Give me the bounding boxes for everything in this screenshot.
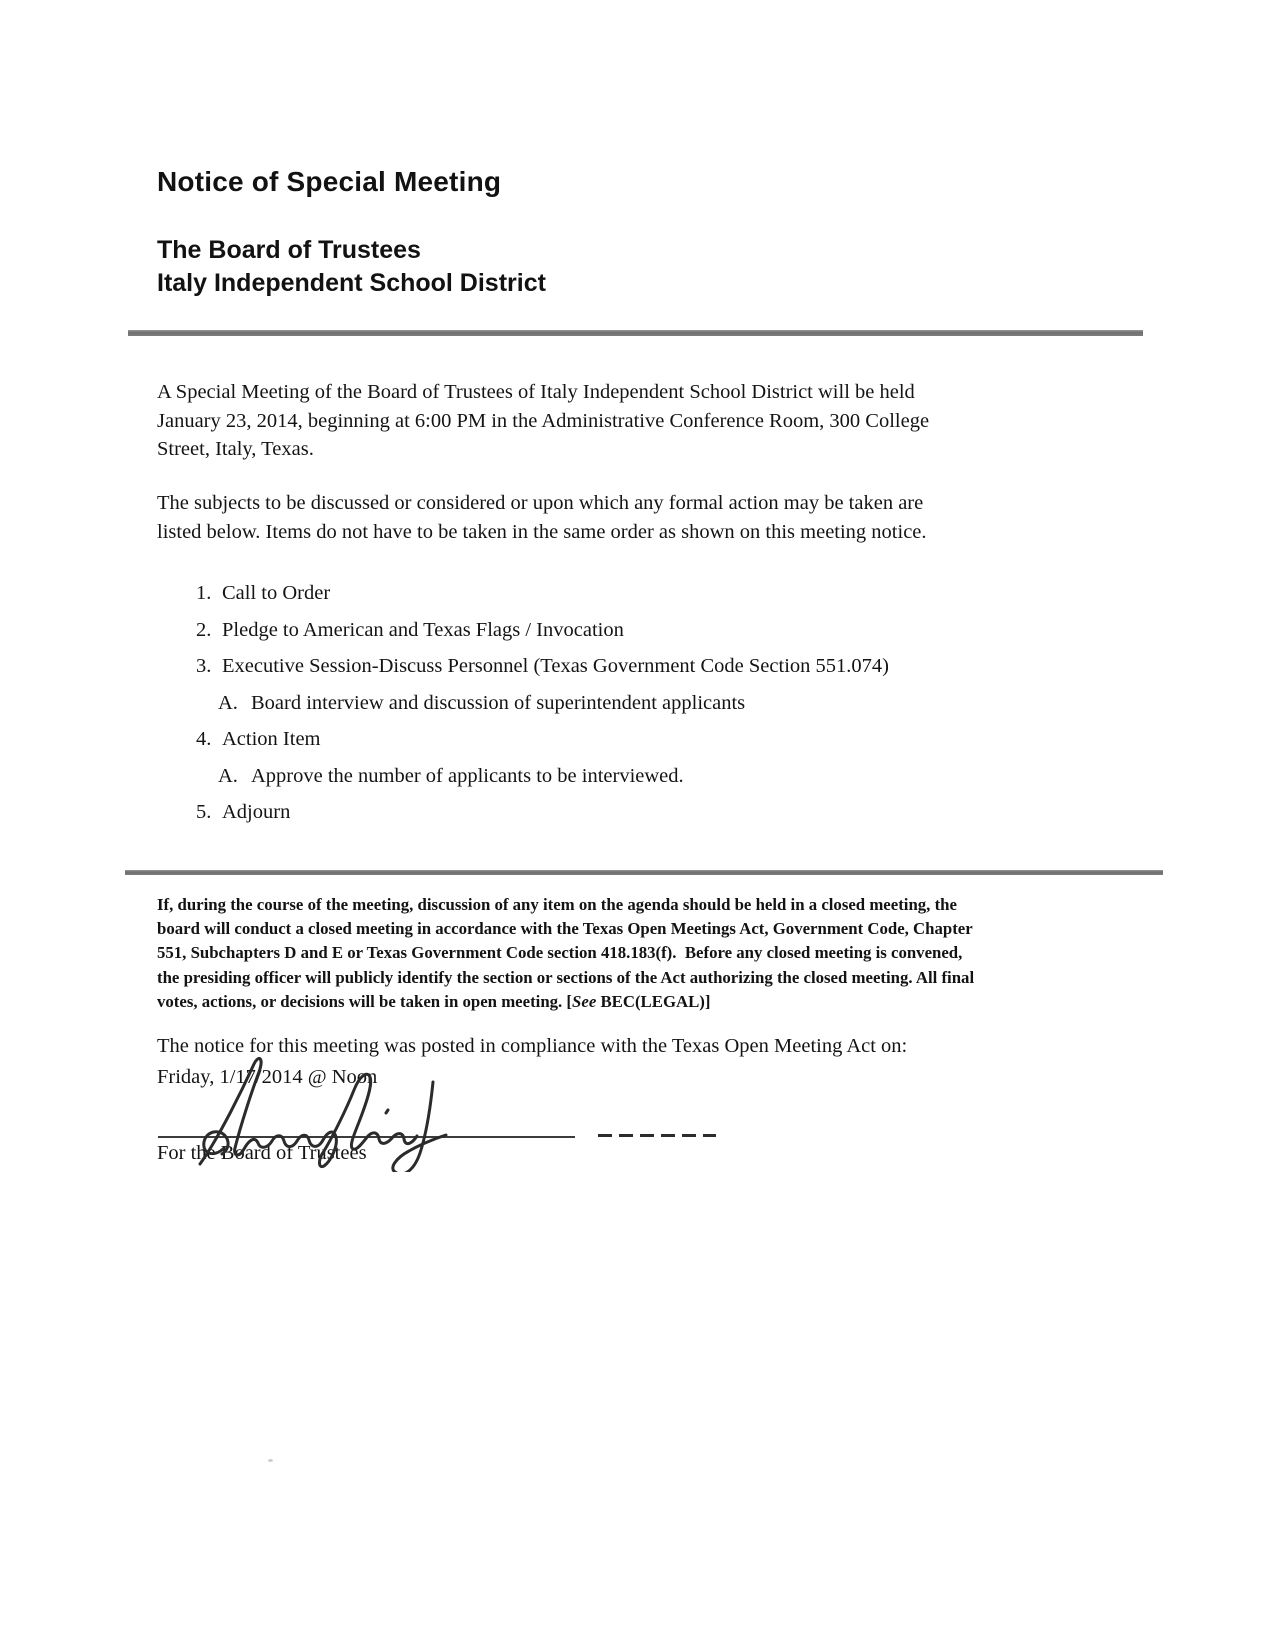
paragraph-line: January 23, 2014, beginning at 6:00 PM in the Administrative Conference Room, 300 College <box>157 409 930 432</box>
agenda-item-marker: 2. <box>196 618 212 641</box>
legal-line: the presiding officer will publicly identify the section or sections of the Act authorizing the closed meeting. All final <box>157 967 975 987</box>
paragraph-line: A Special Meeting of the Board of Trustees of Italy Independent School District will be held <box>157 381 915 403</box>
legal-line-last <box>157 990 974 1014</box>
closed-meeting-legal-notice <box>157 893 974 1014</box>
agenda-item-5 <box>157 800 889 824</box>
handwritten-signature <box>180 1052 480 1172</box>
agenda-item-text: Approve the number of applicants to be interviewed. <box>251 764 684 787</box>
agenda-item-text: Executive Session-Discuss Personnel (Texas Government Code Section 551.074) <box>222 655 889 677</box>
footer-divider-rule <box>125 870 1163 875</box>
meeting-details-paragraph <box>157 378 929 464</box>
agenda-item-4a <box>157 764 889 788</box>
agenda-item-1 <box>157 581 889 605</box>
agenda-item-marker: A. <box>218 691 238 714</box>
org-name-line2: Italy Independent School District <box>157 269 546 297</box>
legal-text: BEC(LEGAL)] <box>596 991 711 1011</box>
paragraph-line: The subjects to be discussed or considered or upon which any formal action may be taken are <box>157 492 924 514</box>
paragraph-line: listed below. Items do not have to be taken in the same order as shown on this meeting notice. <box>157 520 927 543</box>
header-divider-rule <box>128 330 1143 336</box>
posting-line2: Friday, 1/17/2014 @ Noon <box>157 1066 378 1088</box>
scan-artifact-speck <box>268 1459 273 1462</box>
agenda-item-text: Board interview and discussion of superintendent applicants <box>251 691 746 714</box>
agenda-item-text: Action Item <box>222 728 321 750</box>
agenda-item-3 <box>157 654 889 678</box>
agenda-item-3a <box>157 691 889 715</box>
page-title: Notice of Special Meeting <box>157 166 502 197</box>
agenda-item-text: Pledge to American and Texas Flags / Invocation <box>222 618 624 641</box>
agenda-item-text: Adjourn <box>222 801 291 823</box>
agenda-item-text: Call to Order <box>222 582 331 604</box>
paragraph-line: Street, Italy, Texas. <box>157 438 314 460</box>
posting-line1: The notice for this meeting was posted in compliance with the Texas Open Meeting Act on: <box>157 1035 908 1057</box>
agenda-item-4 <box>157 727 889 751</box>
agenda-item-marker: 5. <box>196 801 212 823</box>
agenda-list <box>157 581 889 837</box>
org-name-line1: The Board of Trustees <box>157 236 421 264</box>
agenda-item-marker: 1. <box>196 582 212 604</box>
agenda-item-marker: 3. <box>196 655 212 677</box>
legal-text: votes, actions, or decisions will be taken in open meeting. [ <box>157 991 573 1011</box>
signature-caption: For the Board of Trustees <box>157 1142 367 1164</box>
agenda-item-marker: 4. <box>196 728 212 750</box>
subjects-paragraph <box>157 489 927 546</box>
legal-line: board will conduct a closed meeting in accordance with the Texas Open Meetings Act, Government Code, Chapter <box>157 919 973 939</box>
legal-line: 551, Subchapters D and E or Texas Government Code section 418.183(f). Before any closed meeting is convened, <box>157 943 963 963</box>
organization-block <box>157 234 546 300</box>
legal-line: If, during the course of the meeting, discussion of any item on the agenda should be held in a closed meeting, the <box>157 895 957 914</box>
agenda-item-2 <box>157 618 889 642</box>
signature-underline-dashes <box>598 1134 716 1137</box>
agenda-item-marker: A. <box>218 764 238 787</box>
legal-see-reference: See <box>572 991 597 1011</box>
